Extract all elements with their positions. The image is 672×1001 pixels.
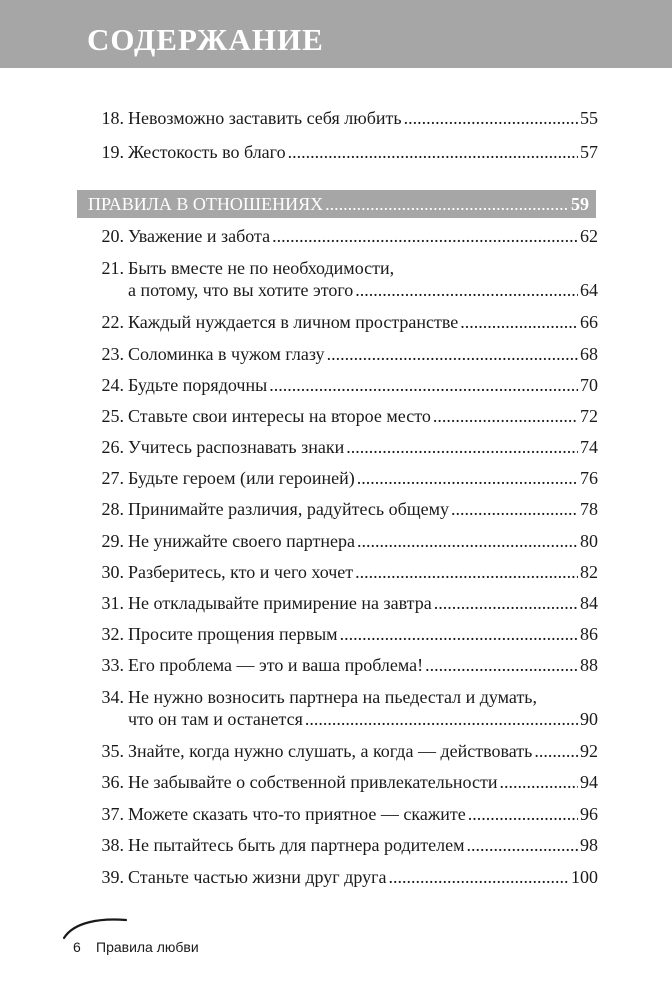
dot-leader bbox=[269, 374, 578, 396]
entry-title-line-2: что он там и останется bbox=[128, 709, 303, 729]
dot-leader bbox=[357, 467, 578, 489]
entry-page: 64 bbox=[580, 280, 598, 300]
entry-page: 72 bbox=[580, 406, 598, 426]
entry-title: Соломинка в чужом глазу bbox=[128, 344, 325, 364]
entry-number: 37. bbox=[101, 804, 124, 824]
dot-leader bbox=[340, 623, 578, 645]
entry-page: 82 bbox=[580, 562, 598, 582]
entry-page: 92 bbox=[580, 741, 598, 761]
dot-leader bbox=[355, 561, 578, 583]
entry-page: 86 bbox=[580, 624, 598, 644]
entry-number: 24. bbox=[101, 375, 124, 395]
entry-title: Принимайте различия, радуйтесь общему bbox=[128, 499, 450, 519]
entry-number: 34. bbox=[101, 687, 124, 707]
entry-number: 21. bbox=[101, 258, 124, 278]
header-band bbox=[0, 0, 672, 68]
entry-number: 36. bbox=[101, 772, 124, 792]
dot-leader bbox=[468, 803, 578, 825]
entry-title: Станьте частью жизни друг друга bbox=[128, 867, 387, 887]
entry-page: 74 bbox=[580, 437, 598, 457]
entry-title: Не пытайтесь быть для партнера родителем bbox=[128, 835, 465, 855]
dot-leader bbox=[327, 343, 578, 365]
entry-number: 19. bbox=[101, 142, 124, 162]
entry-page: 57 bbox=[580, 142, 598, 162]
dot-leader bbox=[325, 193, 569, 215]
section-page: 59 bbox=[571, 194, 589, 214]
dot-leader bbox=[388, 866, 569, 888]
entry-page: 68 bbox=[580, 344, 598, 364]
dot-leader bbox=[288, 141, 578, 163]
dot-leader bbox=[460, 311, 578, 333]
dot-leader bbox=[404, 107, 578, 129]
entry-number: 28. bbox=[101, 499, 124, 519]
entry-title: Невозможно заставить себя любить bbox=[128, 108, 402, 128]
entry-title: Будьте порядочны bbox=[128, 375, 268, 395]
dot-leader bbox=[534, 740, 578, 762]
entry-page: 78 bbox=[580, 499, 598, 519]
entry-page: 94 bbox=[580, 772, 598, 792]
entry-title: Каждый нуждается в личном пространстве bbox=[128, 312, 459, 332]
dot-leader bbox=[499, 771, 578, 793]
entry-title: Не забывайте о собственной привлекательности bbox=[128, 772, 498, 792]
entry-page: 90 bbox=[580, 709, 598, 729]
section-title: ПРАВИЛА В ОТНОШЕНИЯХ bbox=[88, 194, 324, 214]
entry-page: 62 bbox=[580, 226, 598, 246]
dot-leader bbox=[467, 834, 578, 856]
section-heading[interactable] bbox=[77, 190, 596, 218]
entry-page: 88 bbox=[580, 655, 598, 675]
entry-title: Не унижайте своего партнера bbox=[128, 531, 356, 551]
entry-page: 70 bbox=[580, 375, 598, 395]
dot-leader bbox=[355, 279, 578, 301]
dot-leader bbox=[346, 436, 578, 458]
entry-title: Знайте, когда нужно слушать, а когда — действовать bbox=[128, 741, 533, 761]
entry-page: 84 bbox=[580, 593, 598, 613]
entry-page: 55 bbox=[580, 108, 598, 128]
dot-leader bbox=[357, 530, 578, 552]
entry-number: 18. bbox=[101, 108, 124, 128]
entry-number: 39. bbox=[101, 867, 124, 887]
dot-leader bbox=[433, 405, 578, 427]
entry-page: 98 bbox=[580, 835, 598, 855]
entry-page: 80 bbox=[580, 531, 598, 551]
entry-title: Ставьте свои интересы на второе место bbox=[128, 406, 431, 426]
entry-number: 22. bbox=[101, 312, 124, 332]
footer-book-title: Правила любви bbox=[96, 939, 199, 955]
entry-title-line-1: Быть вместе не по необходимости, bbox=[128, 258, 395, 278]
entry-number: 38. bbox=[101, 835, 124, 855]
entry-number: 33. bbox=[101, 655, 124, 675]
entry-number: 27. bbox=[101, 468, 124, 488]
entry-number: 23. bbox=[101, 344, 124, 364]
footer-page-number: 6 bbox=[73, 939, 81, 955]
entry-number: 29. bbox=[101, 531, 124, 551]
entry-title: Учитесь распознавать знаки bbox=[128, 437, 345, 457]
dot-leader bbox=[425, 654, 578, 676]
entry-title: Будьте героем (или героиней) bbox=[128, 468, 355, 488]
entry-number: 32. bbox=[101, 624, 124, 644]
entry-title: Его проблема — это и ваша проблема! bbox=[128, 655, 424, 675]
entry-page: 66 bbox=[580, 312, 598, 332]
entry-page: 76 bbox=[580, 468, 598, 488]
entry-title: Разберитесь, кто и чего хочет bbox=[128, 562, 354, 582]
entry-title: Жестокость во благо bbox=[128, 142, 286, 162]
entry-title: Просите прощения первым bbox=[128, 624, 338, 644]
entry-page: 96 bbox=[580, 804, 598, 824]
entry-title-line-1: Не нужно возносить партнера на пьедестал и думать, bbox=[128, 687, 538, 707]
entry-title-line-2: а потому, что вы хотите этого bbox=[128, 280, 354, 300]
page-title: СОДЕРЖАНИЕ bbox=[87, 22, 324, 57]
dot-leader bbox=[305, 708, 578, 730]
entry-number: 26. bbox=[101, 437, 124, 457]
entry-title: Уважение и забота bbox=[128, 226, 271, 246]
entry-number: 31. bbox=[101, 593, 124, 613]
entry-page: 100 bbox=[571, 867, 598, 887]
dot-leader bbox=[434, 592, 578, 614]
entry-number: 30. bbox=[101, 562, 124, 582]
dot-leader bbox=[272, 225, 578, 247]
entry-number: 20. bbox=[101, 226, 124, 246]
entry-title: Не откладывайте примирение на завтра bbox=[128, 593, 432, 613]
entry-number: 25. bbox=[101, 406, 124, 426]
entry-number: 35. bbox=[101, 741, 124, 761]
entry-title: Можете сказать что-то приятное — скажите bbox=[128, 804, 466, 824]
dot-leader bbox=[451, 498, 578, 520]
